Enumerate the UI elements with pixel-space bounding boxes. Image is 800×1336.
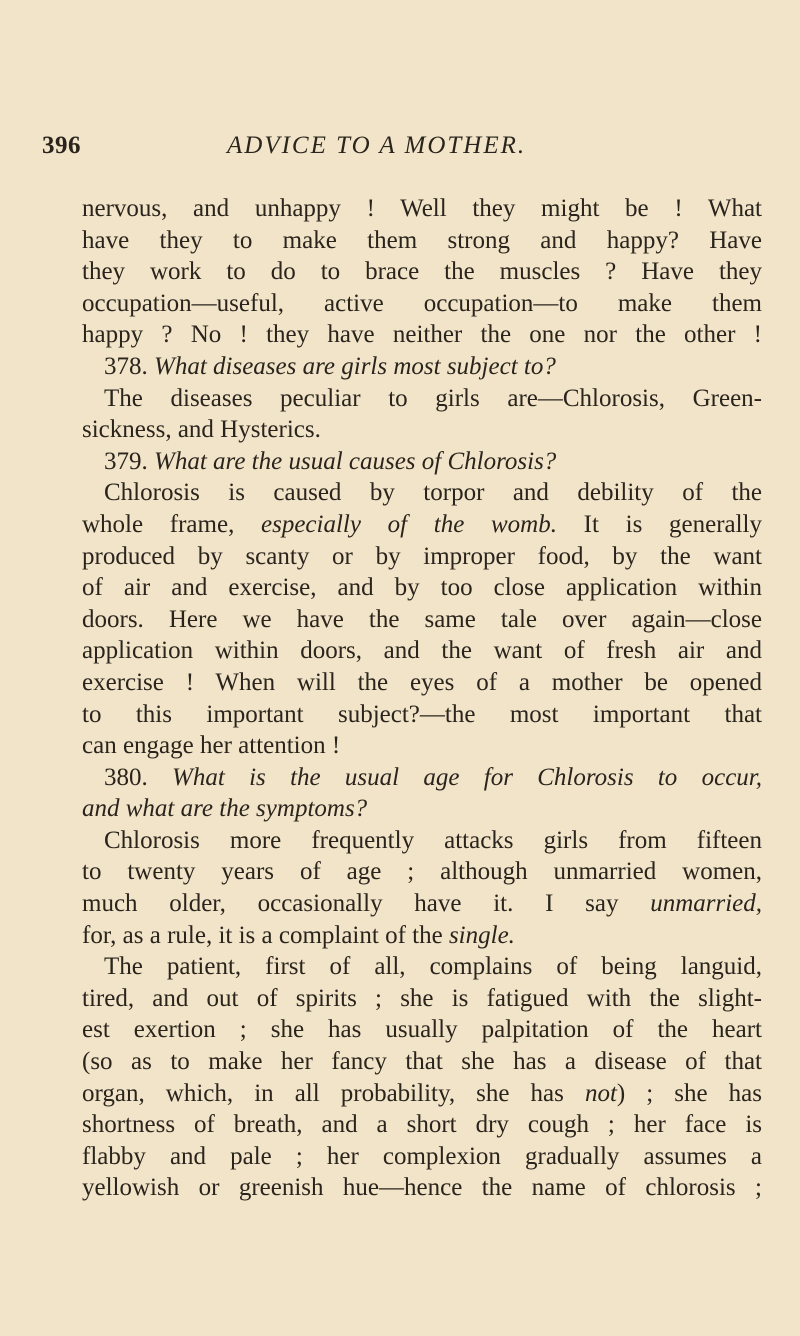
question-379 bbox=[82, 446, 762, 478]
text-line: est exertion ; she has usually palpitation of the heart bbox=[82, 1016, 762, 1044]
text-line: of air and exercise, and by too close application within bbox=[82, 574, 762, 602]
text-line: doors. Here we have the same tale over again—close bbox=[82, 605, 762, 633]
emphasis: not bbox=[584, 1079, 617, 1107]
text-line: The diseases peculiar to girls are—Chlorosis, Green- bbox=[104, 384, 762, 412]
text-line bbox=[82, 1078, 762, 1110]
text-line bbox=[82, 793, 762, 825]
emphasis: unmarried, bbox=[650, 890, 762, 918]
question-378 bbox=[82, 351, 762, 383]
question-text: What diseases are girls most subject to? bbox=[154, 352, 556, 380]
page-header bbox=[42, 132, 742, 172]
text-line: sickness, and Hysterics. bbox=[82, 416, 321, 444]
emphasis: especially of the womb. bbox=[261, 510, 557, 538]
text-line: exercise ! When will the eyes of a mother be opened bbox=[82, 668, 762, 696]
text-line: Chlorosis more frequently attacks girls from fifteen bbox=[104, 826, 762, 854]
text-line: application within doors, and the want of fresh air and bbox=[82, 637, 762, 665]
text-line: occupation—useful, active occupation—to make them bbox=[82, 289, 762, 317]
question-text: and what are the symptoms? bbox=[82, 795, 368, 823]
question-number: 378. bbox=[104, 352, 148, 380]
text-line: produced by scanty or by improper food, by the want bbox=[82, 542, 762, 570]
text-line: (so as to make her fancy that she has a disease of that bbox=[82, 1048, 762, 1076]
text-line: tired, and out of spirits ; she is fatigued with the slight- bbox=[82, 984, 762, 1012]
running-title: ADVICE TO A MOTHER. bbox=[227, 132, 527, 159]
text-line: flabby and pale ; her complexion gradually assumes a bbox=[82, 1142, 762, 1170]
text-line: happy ? No ! they have neither the one nor the other ! bbox=[82, 321, 762, 349]
text-fragment: organ, which, in all probability, she has bbox=[82, 1079, 585, 1107]
page-number: 396 bbox=[42, 132, 81, 159]
text-line: Chlorosis is caused by torpor and debility of the bbox=[104, 479, 762, 507]
text-line: to twenty years of age ; although unmarried women, bbox=[82, 858, 762, 886]
text-line: can engage her attention ! bbox=[82, 732, 341, 760]
text-line: to this important subject?—the most important that bbox=[82, 700, 762, 728]
text-line: shortness of breath, and a short dry cough ; her face is bbox=[82, 1111, 762, 1139]
question-number: 380. bbox=[104, 763, 148, 791]
question-number: 379. bbox=[104, 447, 148, 475]
text-line: yellowish or greenish hue—hence the name of chlorosis ; bbox=[82, 1174, 762, 1202]
text-fragment: ) ; she has bbox=[616, 1079, 763, 1107]
body-text bbox=[82, 193, 762, 1204]
text-line: nervous, and unhappy ! Well they might be ! What bbox=[82, 195, 762, 222]
text-fragment: It is generally bbox=[557, 510, 763, 538]
question-text: What are the usual causes of Chlorosis? bbox=[154, 447, 557, 475]
text-line bbox=[82, 920, 762, 952]
text-line bbox=[82, 509, 762, 541]
question-text: What is the usual age for Chlorosis to occur, bbox=[172, 763, 762, 791]
question-380 bbox=[82, 762, 762, 794]
text-line: The patient, first of all, complains of being languid, bbox=[104, 953, 762, 981]
emphasis: single. bbox=[448, 921, 515, 949]
text-fragment: whole frame, bbox=[82, 510, 262, 538]
text-fragment: for, as a rule, it is a complaint of the bbox=[82, 921, 449, 949]
text-line bbox=[82, 888, 762, 920]
text-line: have they to make them strong and happy? Have bbox=[82, 226, 762, 254]
text-fragment: much older, occasionally have it. I say bbox=[82, 890, 651, 918]
text-line: they work to do to brace the muscles ? Have they bbox=[82, 258, 762, 286]
